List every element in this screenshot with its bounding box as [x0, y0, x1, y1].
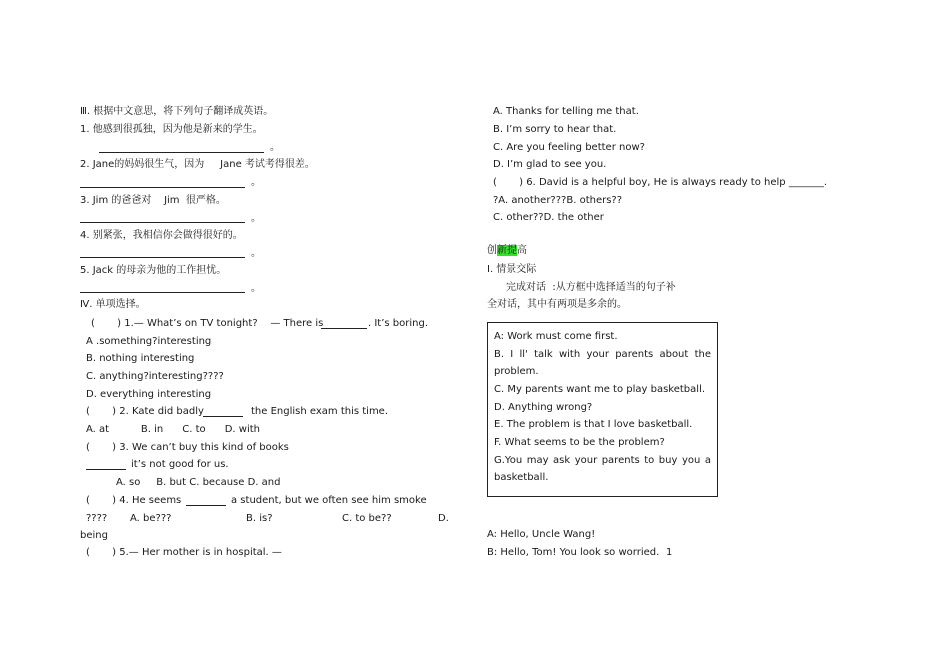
instruction-line-2: 全对话，其中有两项是多余的。 — [487, 299, 627, 310]
answer-blank-4[interactable] — [80, 257, 245, 258]
box-option-b-line1: B. I ll' talk with your parents about the — [494, 349, 711, 360]
mc-question-3: ( ) 3. We can’t buy this kind of books — [86, 442, 289, 453]
mc2-options: A. at B. in C. to D. with — [86, 424, 260, 435]
mc1-option-a: A .something?interesting — [86, 336, 212, 347]
translate-q3: 3. Jim 的爸爸对 Jim 很严格。 — [80, 195, 226, 206]
box-option-g-line2: basketball. — [494, 472, 549, 483]
mc5-option-b: B. I’m sorry to hear that. — [493, 124, 617, 135]
section3-title: Ⅲ. 根据中文意思，将下列句子翻译成英语。 — [80, 106, 274, 117]
mc-question-2-tail: the English exam this time. — [251, 406, 389, 417]
mc1-option-d: D. everything interesting — [86, 389, 212, 400]
mc3-blank[interactable] — [86, 469, 126, 470]
blank-end-3: 。 — [251, 213, 261, 224]
translate-q2: 2. Jane的妈妈很生气，因为 Jane 考试考得很差。 — [80, 159, 315, 170]
mc-question-3-line2: it’s not good for us. — [131, 459, 229, 470]
mc1-option-c: C. anything?interesting???? — [86, 371, 224, 382]
box-option-d: D. Anything wrong? — [494, 402, 593, 413]
highlighted-text: 新提 — [497, 245, 517, 256]
mc5-option-a: A. Thanks for telling me that. — [493, 106, 639, 117]
mc-question-1: ( ) 1.— What’s on TV tonight? — There is — [91, 318, 324, 329]
translate-q4: 4. 别紧张，我相信你会做得很好的。 — [80, 230, 243, 241]
mc-question-1-tail: . It’s boring. — [368, 318, 429, 329]
blank-end-5: 。 — [251, 283, 261, 294]
mc6-options-cd: C. other??D. the other — [493, 212, 604, 223]
mc4-option-a: A. be??? — [130, 513, 172, 524]
page-number: 1 — [666, 547, 673, 558]
box-option-e: E. The problem is that I love basketball. — [494, 419, 693, 430]
box-option-f: F. What seems to be the problem? — [494, 437, 665, 448]
mc3-options: A. so B. but C. because D. and — [116, 477, 281, 488]
mc-question-4-tail: a student, but we often see him smoke — [231, 495, 427, 506]
blank-end-4: 。 — [251, 248, 261, 259]
heading-char-2: 高 — [517, 245, 527, 256]
answer-blank-2[interactable] — [80, 187, 245, 188]
box-option-b-line2: problem. — [494, 366, 539, 377]
dialogue-line-2: B: Hello, Tom! You look so worried. — [487, 547, 660, 558]
mc6-options-ab: ?A. another???B. others?? — [493, 195, 623, 206]
translate-q5: 5. Jack 的母亲为他的工作担忧。 — [80, 265, 227, 276]
mc-question-5: ( ) 5.— Her mother is in hospital. — — [86, 547, 282, 558]
blank-end-2: 。 — [251, 177, 261, 188]
mc4-marks: ???? — [86, 513, 108, 524]
instruction-line-1: 完成对话 :从方框中选择适当的句子补 — [506, 282, 676, 293]
mc4-blank[interactable] — [186, 505, 226, 506]
mc4-option-b: B. is? — [246, 513, 273, 524]
mc1-blank[interactable] — [321, 328, 367, 329]
answer-blank-1[interactable] — [99, 152, 264, 153]
translate-q1: 1. 他感到很孤独，因为他是新来的学生。 — [80, 124, 263, 135]
mc-question-4: ( ) 4. He seems — [86, 495, 182, 506]
mc5-option-c: C. Are you feeling better now? — [493, 142, 645, 153]
mc1-option-b: B. nothing interesting — [86, 353, 195, 364]
mc4-option-d: D. — [438, 513, 449, 524]
mc4-option-c: C. to be?? — [342, 513, 392, 524]
answer-blank-5[interactable] — [80, 292, 245, 293]
section4-title: Ⅳ. 单项选择。 — [80, 299, 146, 310]
box-option-g-line1: G.You may ask your parents to buy you a — [494, 455, 711, 466]
answer-blank-3[interactable] — [80, 222, 245, 223]
dialogue-line-1: A: Hello, Uncle Wang! — [487, 529, 596, 540]
section1-title: Ⅰ. 情景交际 — [487, 264, 537, 275]
heading-char-1: 创 — [487, 245, 497, 256]
mc2-blank[interactable] — [203, 416, 243, 417]
mc-question-6: ( ) 6. David is a helpful boy, He is always ready to help _______. — [493, 177, 827, 188]
section-heading-innovation — [487, 244, 527, 258]
box-option-c: C. My parents want me to play basketball. — [494, 384, 706, 395]
mc5-option-d: D. I’m glad to see you. — [493, 159, 607, 170]
mc4-option-d-text: being — [80, 530, 108, 541]
box-option-a: A: Work must come first. — [494, 331, 618, 342]
mc-question-2: ( ) 2. Kate did badly — [86, 406, 204, 417]
blank-end-1: 。 — [270, 142, 280, 153]
